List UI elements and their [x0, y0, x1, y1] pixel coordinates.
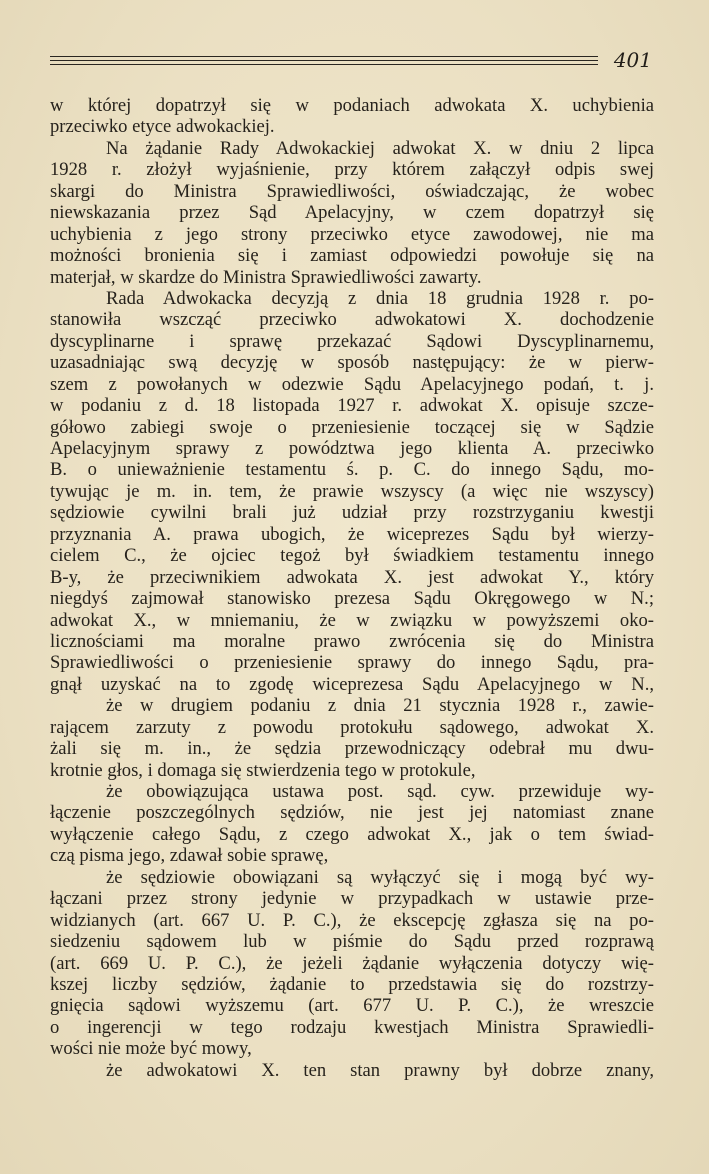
text-line: możności bronienia się i zamiast odpowiedzi powołuje się na [50, 245, 654, 267]
text-line: uchybienia z jego strony przeciwko etyce zawodowej, nie ma [50, 223, 654, 245]
text-line: łączani przez strony jedynie w przypadkach w ustawie prze- [50, 888, 654, 910]
text-line: licznościami ma moralne prawo zwrócenia się do Ministra [50, 630, 654, 652]
body-text [50, 95, 654, 1081]
text-line: dyscyplinarne i sprawę przekazać Sądowi Dyscyplinarnemu, [50, 330, 654, 352]
text-line: szem z powołanych w odezwie Sądu Apelacyjnego podań, t. j. [50, 373, 654, 395]
text-line: skargi do Ministra Sprawiedliwości, oświadczając, że wobec [50, 180, 654, 202]
text-line: niegdyś zajmował stanowisko prezesa Sądu Okręgowego w N.; [50, 588, 654, 610]
page-header [50, 46, 660, 76]
text-line: o ingerencji w tego rodzaju kwestjach Ministra Sprawiedli- [50, 1016, 654, 1038]
text-line: kszej liczby sędziów, żądanie to przedstawia się do rozstrzy- [50, 973, 654, 995]
text-line: krotnie głos, i domaga się stwierdzenia tego w protokule, [50, 759, 476, 781]
text-line: cielem C., że ojciec tegoż był świadkiem testamentu innego [50, 545, 654, 567]
text-line: tywując je m. in. tem, że prawie wszyscy (a więc nie wszyscy) [50, 480, 654, 502]
text-line: Sprawiedliwości o przeniesienie sprawy do innego Sądu, pra- [50, 652, 654, 674]
text-line: w której dopatrzył się w podaniach adwokata X. uchybienia [50, 95, 654, 116]
text-line: (art. 669 U. P. C.), że jeżeli żądanie wyłączenia dotyczy wię- [50, 952, 654, 974]
text-line: Rada Adwokacka decyzją z dnia 18 grudnia 1928 r. po- [106, 287, 654, 309]
text-line: że w drugiem podaniu z dnia 21 stycznia 1928 r., zawie- [106, 695, 654, 717]
text-line: żali się m. in., że sędzia przewodniczący odebrał mu dwu- [50, 738, 654, 760]
header-rule [50, 56, 598, 57]
text-line: adwokat X., w mniemaniu, że w związku w powyższemi oko- [50, 609, 654, 631]
text-line: gnięcia sądowi wyższemu (art. 677 U. P. C.), że wreszcie [50, 995, 654, 1017]
text-line: w podaniu z d. 18 listopada 1927 r. adwokat X. opisuje szcze- [50, 395, 654, 417]
text-line: uzasadniając swą decyzję w sposób następujący: że w pierw- [50, 352, 654, 374]
page-number: 401 [613, 48, 652, 72]
text-line: gnął uzyskać na to zgodę wiceprezesa Sądu Apelacyjnego w N., [50, 673, 654, 695]
text-line: materjał, w skardze do Ministra Sprawiedliwości zawarty. [50, 266, 482, 288]
text-line: przyznania A. prawa ubogich, że wiceprezes Sądu był wierzy- [50, 523, 654, 545]
text-line: siedzeniu sądowem lub w piśmie do Sądu przed rozprawą [50, 931, 654, 953]
text-line: rającem zarzuty z powodu protokułu sądowego, adwokat X. [50, 716, 654, 738]
text-line: widzianych (art. 667 U. P. C.), że ekscepcję zgłasza się na po- [50, 909, 654, 931]
text-line: Apelacyjnym sprawy z powództwa jego klienta A. przeciwko [50, 438, 654, 459]
text-line: niewskazania przez Sąd Apelacyjny, w czem dopatrzył się [50, 202, 654, 224]
text-line: B. o unieważnienie testamentu ś. p. C. do innego Sądu, mo- [50, 459, 654, 481]
text-line: że obowiązująca ustawa post. sąd. cyw. przewiduje wy- [106, 781, 654, 802]
text-line: wyłączenie całego Sądu, z czego adwokat X., jak o tem świad- [50, 823, 654, 845]
text-line: czą pisma jego, zdawał sobie sprawę, [50, 845, 329, 867]
header-rule [50, 60, 598, 61]
text-line: że adwokatowi X. ten stan prawny był dobrze znany, [106, 1059, 654, 1081]
text-line: sędziowie cywilni brali już udział przy rozstrzyganiu kwestji [50, 502, 654, 524]
text-line: łączenie poszczególnych sędziów, nie jest jej natomiast znane [50, 802, 654, 824]
text-line: 1928 r. złożył wyjaśnienie, przy którem załączył odpis swej [50, 159, 654, 181]
text-line: przeciwko etyce adwokackiej. [50, 116, 275, 138]
text-line: stanowiła wszcząć przeciwko adwokatowi X. dochodzenie [50, 309, 654, 331]
text-line: B-y, że przeciwnikiem adwokata X. jest adwokat Y., który [50, 566, 654, 588]
text-line: wości nie może być mowy, [50, 1038, 252, 1060]
header-rule [50, 64, 598, 65]
text-line: gółowo zabiegi swoje o przeniesienie toczącej się w Sądzie [50, 416, 654, 438]
text-line: Na żądanie Rady Adwokackiej adwokat X. w dniu 2 lipca [106, 137, 654, 159]
text-line: że sędziowie obowiązani są wyłączyć się i mogą być wy- [106, 866, 654, 888]
